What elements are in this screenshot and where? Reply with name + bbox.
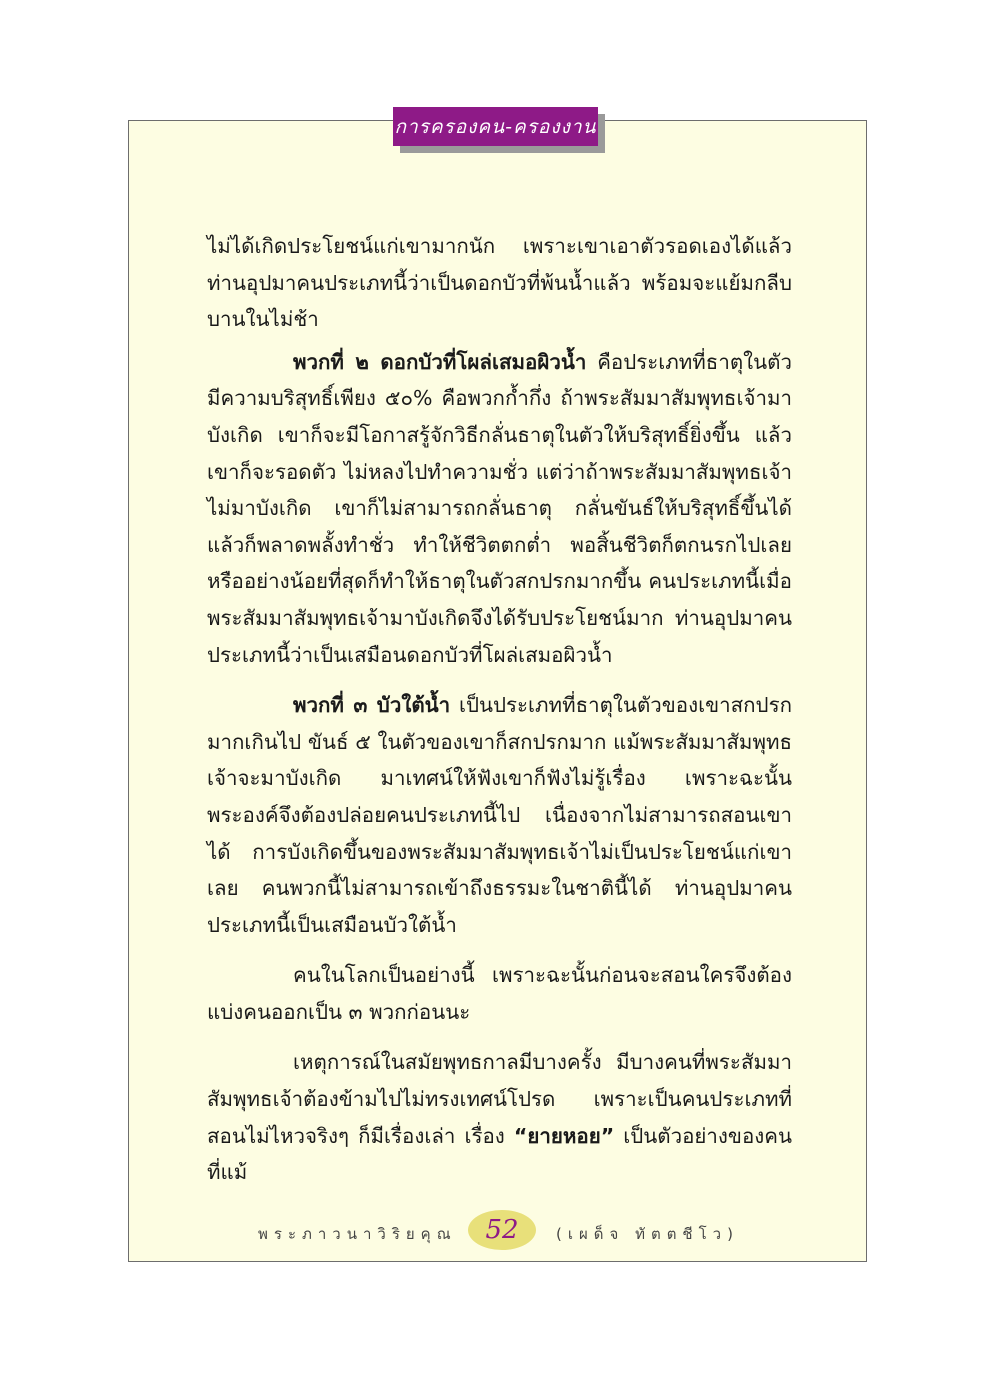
paragraph-text: เหตุการณ์ในสมัยพุทธกาลมีบางครั้ง มีบางคนที่พระสัมมาสัมพุทธเจ้าต้องข้ามไปไม่ทรงเทศน์โปรด เพราะเป็นคนประเภทที่สอนไม่ไหวจริงๆ ก็มีเรื่องเล่า เรื่อง bbox=[207, 1050, 792, 1148]
page-footer bbox=[128, 1210, 867, 1254]
chapter-header bbox=[393, 107, 598, 146]
page-number: 52 bbox=[485, 1215, 519, 1245]
story-title: “ยายหอย” bbox=[513, 1123, 615, 1148]
paragraph-1 bbox=[207, 228, 792, 338]
paragraph-lead: พวกที่ ๒ ดอกบัวที่โผล่เสมอผิวน้ำ bbox=[293, 349, 587, 374]
paragraph-text: คือประเภทที่ธาตุในตัวมีความบริสุทธิ์เพียง ๕๐% คือพวกก้ำกึ่ง ถ้าพระสัมมาสัมพุทธเจ้ามาบังเกิด เขาก็จะมีโอกาสรู้จักวิธีกลั่นธาตุในตัวให้บริสุทธิ์ยิ่งขึ้น แล้วเขาก็จะรอดตัว ไม่หลงไปทำความชั่ว แต่ว่าถ้าพระสัมมาสัมพุทธเจ้าไม่มาบังเกิด เขาก็ไม่สามารถกลั่นธาตุ กลั่นขันธ์ให้บริสุทธิ์ขึ้นได้ แล้วก็พลาดพลั้งทำชั่ว ทำให้ชีวิตตกต่ำ พอสิ้นชีวิตก็ตกนรกไปเลย หรืออย่างน้อยที่สุดก็ทำให้ธาตุในตัวสกปรกมากขึ้น คนประเภทนี้เมื่อพระสัมมาสัมพุทธเจ้ามาบังเกิดจึงได้รับประโยชน์มาก ท่านอุปมาคนประเภทนี้ว่าเป็นเสมือนดอกบัวที่โผล่เสมอผิวน้ำ bbox=[207, 349, 792, 667]
paragraph-4 bbox=[207, 957, 792, 1030]
paragraph-lead: พวกที่ ๓ บัวใต้น้ำ bbox=[293, 693, 451, 718]
paragraph-2 bbox=[207, 344, 792, 673]
footer-author-name: (เผด็จ ทัตตชีโว) bbox=[556, 1225, 739, 1243]
paragraph-text: เป็นตัวอย่างของคนที่แม้ bbox=[207, 1123, 792, 1185]
body-text bbox=[207, 228, 792, 1191]
paragraph-text: เป็นประเภทที่ธาตุในตัวของเขาสกปรกมากเกินไป ขันธ์ ๕ ในตัวของเขาก็สกปรกมาก แม้พระสัมมาสัมพุทธเจ้าจะมาบังเกิด มาเทศน์ให้ฟังเขาก็ฟังไม่รู้เรื่อง เพราะฉะนั้นพระองค์จึงต้องปล่อยคนประเภทนี้ไป เนื่องจากไม่สามารถสอนเขาได้ การบังเกิดขึ้นของพระสัมมาสัมพุทธเจ้าไม่เป็นประโยชน์แก่เขาเลย คนพวกนี้ไม่สามารถเข้าถึงธรรมะในชาตินี้ได้ ท่านอุปมาคนประเภทนี้เป็นเสมือนบัวใต้น้ำ bbox=[207, 693, 792, 937]
paragraph-5 bbox=[207, 1044, 792, 1190]
chapter-title: การครองคน-ครองงาน bbox=[394, 115, 597, 138]
footer-author: พระภาวนาวิริยคุณ bbox=[258, 1225, 457, 1243]
paragraph-3 bbox=[207, 687, 792, 943]
paragraph-text: คนในโลกเป็นอย่างนี้ เพราะฉะนั้นก่อนจะสอนใครจึงต้องแบ่งคนออกเป็น ๓ พวกก่อนนะ bbox=[207, 963, 792, 1024]
page-number-badge bbox=[468, 1210, 536, 1250]
paragraph-text: ไม่ได้เกิดประโยชน์แก่เขามากนัก เพราะเขาเอาตัวรอดเองได้แล้ว ท่านอุปมาคนประเภทนี้ว่าเป็นดอกบัวที่พ้นน้ำแล้ว พร้อมจะแย้มกลีบบานในไม่ช้า bbox=[207, 234, 792, 332]
